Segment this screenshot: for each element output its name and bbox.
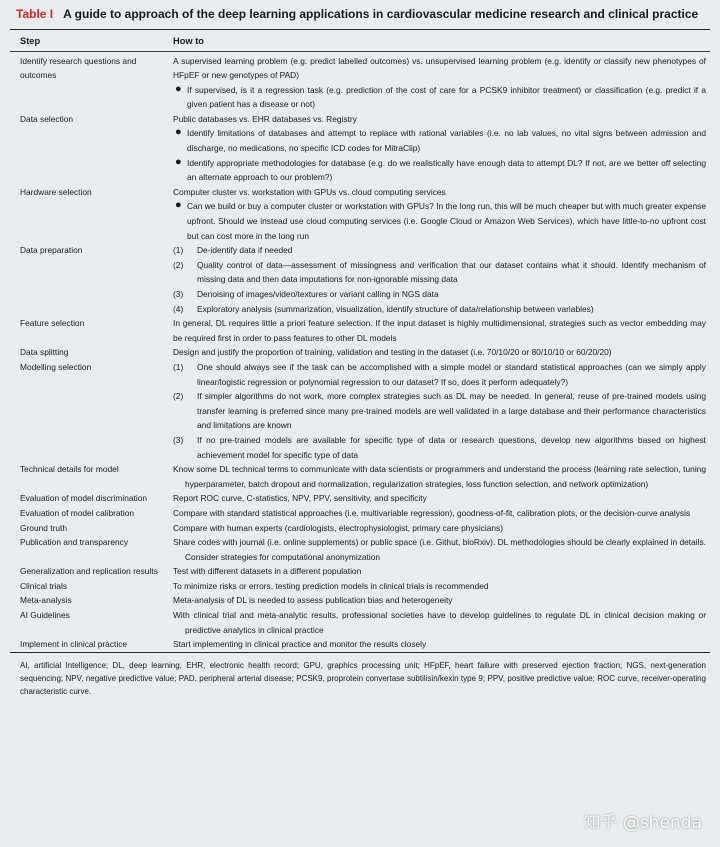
bullet-item <box>173 83 706 112</box>
how-text: Know some DL technical terms to communicate with data scientists or programmers and understand the process (learning rate selection, tuning hyperparameter, batch dropout and normalization, regularization strategies, loss function selection, and network optimization) <box>173 464 706 489</box>
how-cell <box>173 564 710 579</box>
numbered-item <box>173 287 706 302</box>
how-text: Share codes with journal (i.e. online supplements) or public space (i.e. Githut, bioRxiv). DL methodologies should be clearly explained in details. Consider strategies for computational anonymization <box>173 537 706 562</box>
how-text: Compare with standard statistical approaches (i.e. multivariable regression), goodness-of-fit, calibration plots, or the decision-curve analysis <box>173 507 691 518</box>
bullet-item <box>173 199 706 243</box>
table-row <box>10 360 710 462</box>
table-row <box>10 608 710 637</box>
table-row <box>10 54 710 112</box>
table-row <box>10 593 710 608</box>
item-number: (1) <box>173 245 184 256</box>
table-label: Table I <box>16 7 54 21</box>
table-row <box>10 462 710 491</box>
how-text: With clinical trial and meta-analytic results, professional societies have to develop guidelines to regulate DL in clinical decision making or predictive analytics in clinical practice <box>173 610 706 635</box>
table-row <box>10 112 710 185</box>
bullet-text: Identify limitations of databases and attempt to replace with rational variables (i.e. no lab values, no vital signs between admission and discharge, no medications, no specific ICD codes for MitraClip) <box>187 128 706 154</box>
step-cell: Data splitting <box>20 347 69 358</box>
bottom-rule <box>10 652 710 653</box>
how-cell <box>173 593 710 608</box>
table-row <box>10 521 710 536</box>
how-text: Meta-analysis of DL is needed to assess publication bias and heterogeneity <box>173 595 453 606</box>
how-cell <box>173 637 710 652</box>
step-cell: Feature selection <box>20 318 85 329</box>
step-cell: Technical details for model <box>20 464 119 475</box>
item-number: (3) <box>173 289 184 299</box>
bullet-dot-icon: ● <box>175 199 182 212</box>
table-row <box>10 491 710 506</box>
item-text: Quality control of data—assessment of missingness and verification that our dataset contains what it should. Identify mechanism of missing data and then data imputations for non-ignorable missing data <box>197 259 706 285</box>
how-cell <box>173 608 710 637</box>
step-cell: Data preparation <box>20 245 83 256</box>
step-cell: Evaluation of model calibration <box>20 507 135 518</box>
step-cell: Publication and transparency <box>20 537 129 548</box>
bullet-item <box>173 126 706 155</box>
how-cell <box>173 360 710 462</box>
bullet-text: Identify appropriate methodologies for database (e.g. do we realistically have enough data to attempt DL? If not, are we better off selecting an alternate approach to our problem?) <box>187 157 706 183</box>
how-cell <box>173 579 710 594</box>
guide-table <box>10 29 710 653</box>
how-text: Compare with human experts (cardiologists, electrophysiologist, primary care physicians) <box>173 522 504 533</box>
bullet-text: If supervised, is it a regression task (e.g. prediction of the cost of care for a PCSK9 inhibitor treatment) or classification (e.g. predict if a given patient has a disease or not) <box>187 84 706 110</box>
how-cell <box>173 54 710 112</box>
bullet-dot-icon: ● <box>175 155 182 168</box>
how-text: Public databases vs. EHR databases vs. Registry <box>173 113 357 124</box>
how-cell <box>173 506 710 521</box>
item-number: (2) <box>173 259 184 270</box>
step-cell: Generalization and replication results <box>20 566 158 577</box>
table-title: A guide to approach of the deep learning applications in cardiovascular medicine research and clinical practice <box>63 7 699 21</box>
how-text: In general, DL requires little a priori feature selection. If the input dataset is highly multidimensional, strategies such as vector embedding may be required first in order to pass features to other DL models <box>173 318 706 343</box>
table-row <box>10 185 710 243</box>
how-cell <box>173 535 710 564</box>
step-cell: Modelling selection <box>20 361 92 372</box>
step-cell: Hardware selection <box>20 186 92 197</box>
how-cell <box>173 462 710 491</box>
numbered-item <box>173 433 706 462</box>
table-row <box>10 243 710 316</box>
how-text: To minimize risks or errors, testing prediction models in clinical trials is recommended <box>173 580 489 591</box>
item-text: If simpler algorithms do not work, more complex strategies such as DL may be needed. In general, reuse of pre-trained models using transfer learning is preferred since many pre-trained models are well validated in a large database and their performance characteristics and limitations are known <box>197 391 706 431</box>
bullet-dot-icon: ● <box>175 82 182 95</box>
how-text: Computer cluster vs. workstation with GPUs vs. cloud computing services <box>173 186 446 197</box>
item-text: If no pre-trained models are available for specific type of data or research questions, develop new algorithms based on highest achievement model for specific type of data <box>197 434 706 460</box>
table-footnote: AI, artificial Intelligence; DL, deep learning; EHR, electronic health record; GPU, graphics processing unit; HFpEF, heart failure with preserved ejection fraction; NGS, next-generation sequencing; NPV, negative predictive value; PAD, peripheral arterial disease; PCSK9, proprotein convertase subtilisin/kexin type 9; PPV, positive predictive value; ROC curve, receiver-operating characteristic curve. <box>20 660 706 696</box>
item-number: (1) <box>173 361 184 372</box>
how-text: A supervised learning problem (e.g. predict labelled outcomes) vs. unsupervised learning problem (e.g. identify or classify new phenotypes of HFpEF or new genotypes of PAD) <box>173 55 706 81</box>
header-step: Step <box>20 35 41 46</box>
table-row <box>10 579 710 594</box>
item-text: Denoising of images/video/textures or variant calling in NGS data <box>197 289 439 299</box>
table-row <box>10 535 710 564</box>
step-cell: AI Guidelines <box>20 610 70 621</box>
table-row <box>10 637 710 652</box>
table-row <box>10 564 710 579</box>
how-cell <box>173 521 710 536</box>
how-cell <box>173 491 710 506</box>
how-text: Report ROC curve, C-statistics, NPV, PPV, sensitivity, and specificity <box>173 493 427 504</box>
bullet-text: Can we build or buy a computer cluster or workstation with GPUs? In the long run, this will be much cheaper but with much greater expense upfront. Should we instead use cloud computing services (i.e. Google Cloud or Amazon Web Services), which have little-to-no upfront cost but can cost more in the long run <box>187 201 706 241</box>
table-header <box>10 30 710 51</box>
table-row <box>10 316 710 345</box>
table-caption <box>16 7 710 22</box>
how-cell <box>173 316 710 345</box>
numbered-item <box>173 360 706 389</box>
numbered-item <box>173 389 706 433</box>
how-cell <box>173 243 710 316</box>
item-number: (4) <box>173 303 184 314</box>
how-text: Start implementing in clinical practice and monitor the results closely <box>173 639 427 650</box>
item-text: One should always see if the task can be accomplished with a simple model or standard statistical approaches (can we simply apply linear/logistic regression or polynomial regression to our dataset? If so, does it perform adequately?) <box>197 361 706 387</box>
table-row <box>10 506 710 521</box>
step-cell: Identify research questions and outcomes <box>20 55 137 81</box>
header-how: How to <box>173 35 204 46</box>
step-cell: Meta-analysis <box>20 595 72 606</box>
step-cell: Clinical trials <box>20 580 68 591</box>
step-cell: Data selection <box>20 113 74 124</box>
table-row <box>10 345 710 360</box>
item-text: Exploratory analysis (summarization, visualization, identify structure of data/relationship between variables) <box>197 303 594 314</box>
how-cell <box>173 112 710 185</box>
step-cell: Implement in clinical practice <box>20 639 128 650</box>
item-number: (3) <box>173 434 184 445</box>
item-number: (2) <box>173 391 184 402</box>
watermark: 知乎 @shenda <box>583 813 702 833</box>
numbered-item <box>173 302 706 317</box>
how-text: Design and justify the proportion of training, validation and testing in the dataset (i.e. 70/10/20 or 80/10/10 or 60/20/20) <box>173 347 612 358</box>
item-text: De-identify data if needed <box>197 245 293 256</box>
how-text: Test with different datasets in a different population <box>173 566 362 577</box>
bullet-item <box>173 156 706 185</box>
step-cell: Evaluation of model discrimination <box>20 493 148 504</box>
numbered-item <box>173 243 706 258</box>
bullet-dot-icon: ● <box>175 126 182 139</box>
step-cell: Ground truth <box>20 522 68 533</box>
numbered-item <box>173 258 706 287</box>
how-cell <box>173 345 710 360</box>
table-body <box>10 52 710 652</box>
how-cell <box>173 185 710 243</box>
